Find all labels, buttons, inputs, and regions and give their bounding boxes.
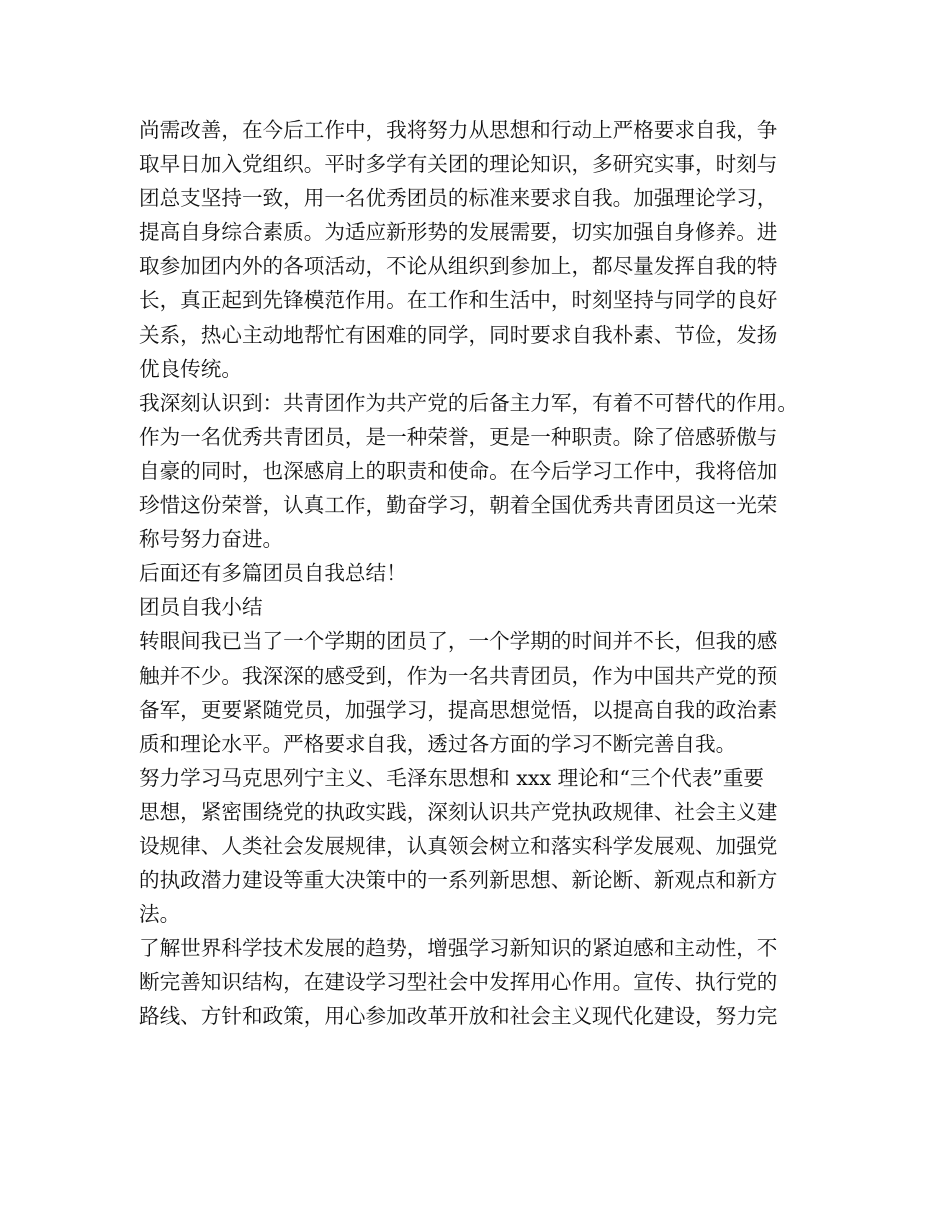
text-line: 珍惜这份荣誉，认真工作，勤奋学习，朝着全国优秀共青团员这一光荣 [139,493,778,518]
text-line: 转眼间我已当了一个学期的团员了，一个学期的时间并不长，但我的感 [139,629,778,654]
text-line: 提高自身综合素质。为适应新形势的发展需要，切实加强自身修养。进 [139,220,778,245]
text-line: 了解世界科学技术发展的趋势，增强学习新知识的紧迫感和主动性，不 [139,936,778,961]
text-line: 备军，更要紧随党员，加强学习，提高思想觉悟，以提高自我的政治素 [139,697,778,722]
text-line: 自豪的同时，也深感肩上的职责和使命。在今后学习工作中，我将倍加 [139,458,778,483]
text-line: 称号努力奋进。 [139,527,284,552]
text-line: 关系，热心主动地帮忙有困难的同学，同时要求自我朴素、节俭，发扬 [139,322,778,347]
text-line: 取早日加入党组织。平时多学有关团的理论知识，多研究实事，时刻与 [139,152,778,177]
text-line: 优良传统。 [139,356,242,381]
text-line: 取参加团内外的各项活动，不论从组织到参加上，都尽量发挥自我的特 [139,254,778,279]
text-line: 我深刻认识到：共青团作为共产党的后备主力军，有着不可替代的作用。 [139,390,798,415]
section-title: 团员自我小结 [139,595,263,620]
text-line: 的执政潜力建设等重大决策中的一系列新思想、新论断、新观点和新方 [139,868,778,893]
text-line: 质和理论水平。严格要求自我，透过各方面的学习不断完善自我。 [139,731,737,756]
text-line: 后面还有多篇团员自我总结！ [139,561,407,586]
text-line: 尚需改善，在今后工作中，我将努力从思想和行动上严格要求自我，争 [139,118,778,142]
text-line: 设规律、人类社会发展规律，认真领会树立和落实科学发展观、加强党 [139,833,778,858]
text-line: 作为一名优秀共青团员，是一种荣誉，更是一种职责。除了倍感骄傲与 [139,424,778,449]
body-text [139,113,839,1034]
text-line: 思想，紧密围绕党的执政实践，深刻认识共产党执政规律、社会主义建 [139,799,778,824]
text-line: 路线、方针和政策，用心参加改革开放和社会主义现代化建设，努力完 [139,1004,778,1029]
text-line: 法。 [139,902,181,927]
text-line: 断完善知识结构，在建设学习型社会中发挥用心作用。宣传、执行党的 [139,970,778,995]
text-line: 触并不少。我深深的感受到，作为一名共青团员，作为中国共产党的预 [139,663,778,688]
text-line: 团总支坚持一致，用一名优秀团员的标准来要求自我。加强理论学习， [139,186,778,211]
text-line: 努力学习马克思列宁主义、毛泽东思想和 xxx 理论和“三个代表”重要 [139,765,765,790]
text-line: 长，真正起到先锋模范作用。在工作和生活中，时刻坚持与同学的良好 [139,288,778,313]
